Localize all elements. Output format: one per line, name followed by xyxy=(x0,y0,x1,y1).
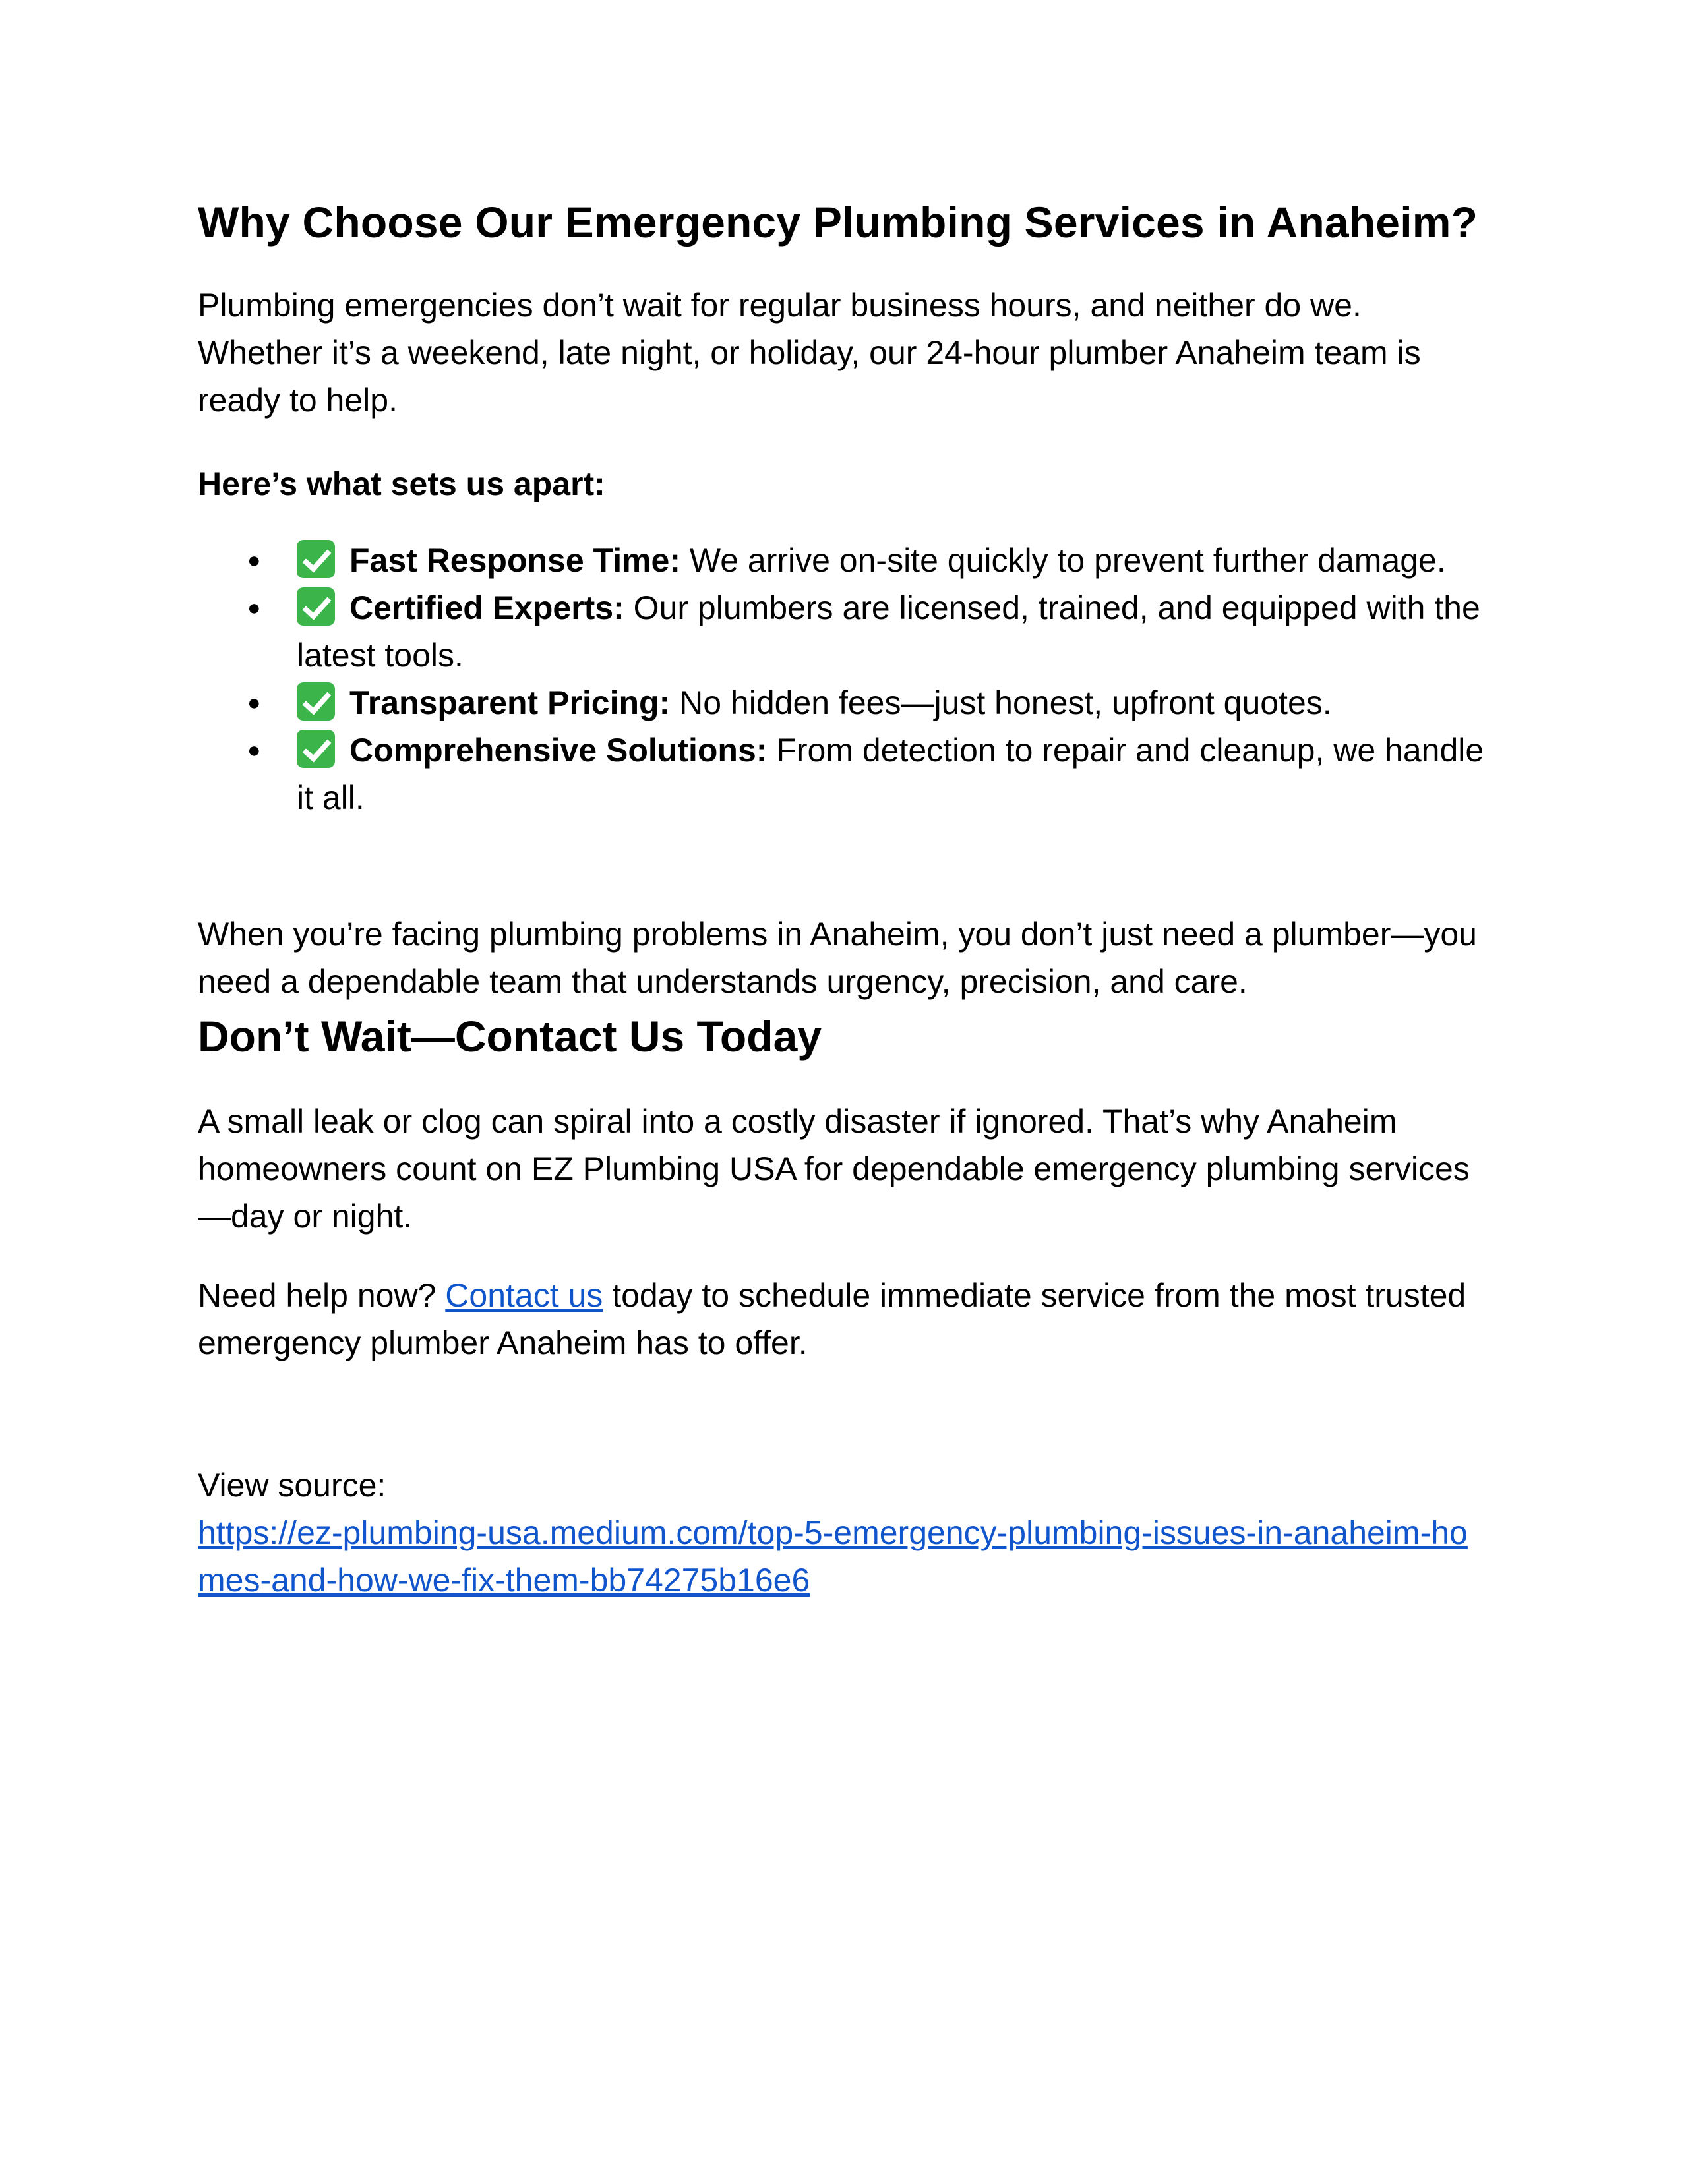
intro-paragraph: Plumbing emergencies don’t wait for regular business hours, and neither do we. Whether it’s a weekend, late night, or holiday, our 24-hour plumber Anaheim team is ready to help. xyxy=(198,287,1421,419)
features-list xyxy=(198,537,1490,821)
feature-text: We arrive on-site quickly to prevent further damage. xyxy=(680,542,1446,579)
feature-item xyxy=(198,679,1490,726)
bullet-icon: ● xyxy=(247,690,261,715)
feature-title: Transparent Pricing: xyxy=(349,684,671,721)
source-block xyxy=(198,1461,1490,1604)
feature-title: Certified Experts: xyxy=(349,589,624,626)
feature-item xyxy=(198,537,1490,584)
check-mark-icon xyxy=(297,540,335,578)
leak-paragraph: A small leak or clog can spiral into a costly disaster if ignored. That’s why Anaheim homeowners count on EZ Plumbing USA for dependable emergency plumbing services—day or night. xyxy=(198,1103,1470,1235)
feature-text: No hidden fees—just honest, upfront quotes. xyxy=(670,684,1332,721)
help-text-after: today to schedule immediate service from the most trusted emergency plumber Anaheim has to offer. xyxy=(198,1277,1466,1361)
feature-text: Our plumbers are licensed, trained, and equipped with the latest tools. xyxy=(297,589,1480,674)
feature-text: From detection to repair and cleanup, we handle it all. xyxy=(297,732,1484,816)
bullet-icon: ● xyxy=(247,548,261,573)
check-mark-icon xyxy=(297,587,335,626)
feature-title: Comprehensive Solutions: xyxy=(349,732,768,769)
feature-item xyxy=(198,584,1490,679)
source-url-link[interactable]: https://ez-plumbing-usa.medium.com/top-5-emergency-plumbing-issues-in-anaheim-homes-and-how-we-fix-them-bb74275b16e6 xyxy=(198,1514,1468,1599)
bullet-icon: ● xyxy=(247,595,261,620)
source-label: View source: xyxy=(198,1467,386,1504)
help-paragraph xyxy=(198,1272,1490,1367)
contact-us-link[interactable]: Contact us xyxy=(445,1277,603,1314)
section-heading: Don’t Wait—Contact Us Today xyxy=(198,1012,822,1061)
bullet-icon: ● xyxy=(247,738,261,763)
feature-item xyxy=(198,726,1490,821)
page-title: Why Choose Our Emergency Plumbing Services in Anaheim? xyxy=(198,198,1478,247)
check-mark-icon xyxy=(297,730,335,768)
feature-title: Fast Response Time: xyxy=(349,542,681,579)
facing-paragraph: When you’re facing plumbing problems in Anaheim, you don’t just need a plumber—you need a dependable team that understands urgency, precision, and care. xyxy=(198,916,1477,1000)
document-page xyxy=(198,191,1490,1604)
check-mark-icon xyxy=(297,682,335,721)
help-text-before: Need help now? xyxy=(198,1277,446,1314)
features-heading: Here’s what sets us apart: xyxy=(198,465,605,502)
